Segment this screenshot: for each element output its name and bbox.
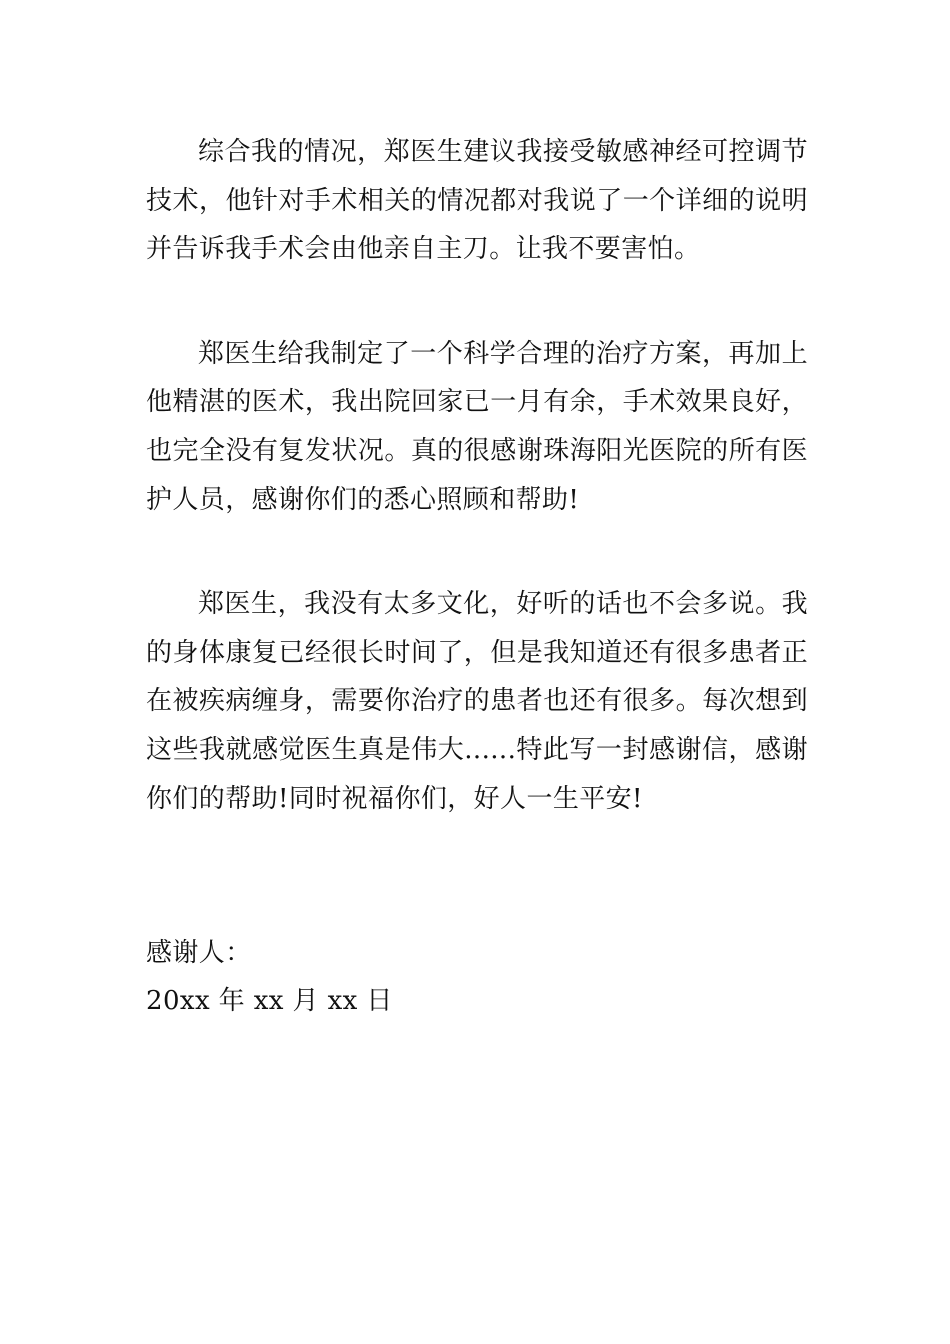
letter-date: 20xx 年 xx 月 xx 日 [146, 986, 393, 1017]
letter-body [146, 128, 808, 1025]
signature-block [146, 929, 808, 1025]
signature-label: 感谢人： [146, 938, 252, 969]
paragraph-2: 郑医生给我制定了一个科学合理的治疗方案，再加上他精湛的医术，我出院回家已一月有余，手术效果良好，也完全没有复发状况。真的很感谢珠海阳光医院的所有医护人员，感谢你们的悉心照顾和帮助! [146, 338, 808, 515]
paragraph-3: 郑医生，我没有太多文化，好听的话也不会多说。我的身体康复已经很长时间了，但是我知道还有很多患者正在被疾病缠身，需要你治疗的患者也还有很多。每次想到这些我就感觉医生真是伟大......特此写一封感谢信，感谢你们的帮助!同时祝福你们，好人一生平安! [146, 589, 808, 814]
paragraph-1: 综合我的情况，郑医生建议我接受敏感神经可控调节技术，他针对手术相关的情况都对我说了一个详细的说明并告诉我手术会由他亲自主刀。让我不要害怕。 [146, 137, 808, 265]
